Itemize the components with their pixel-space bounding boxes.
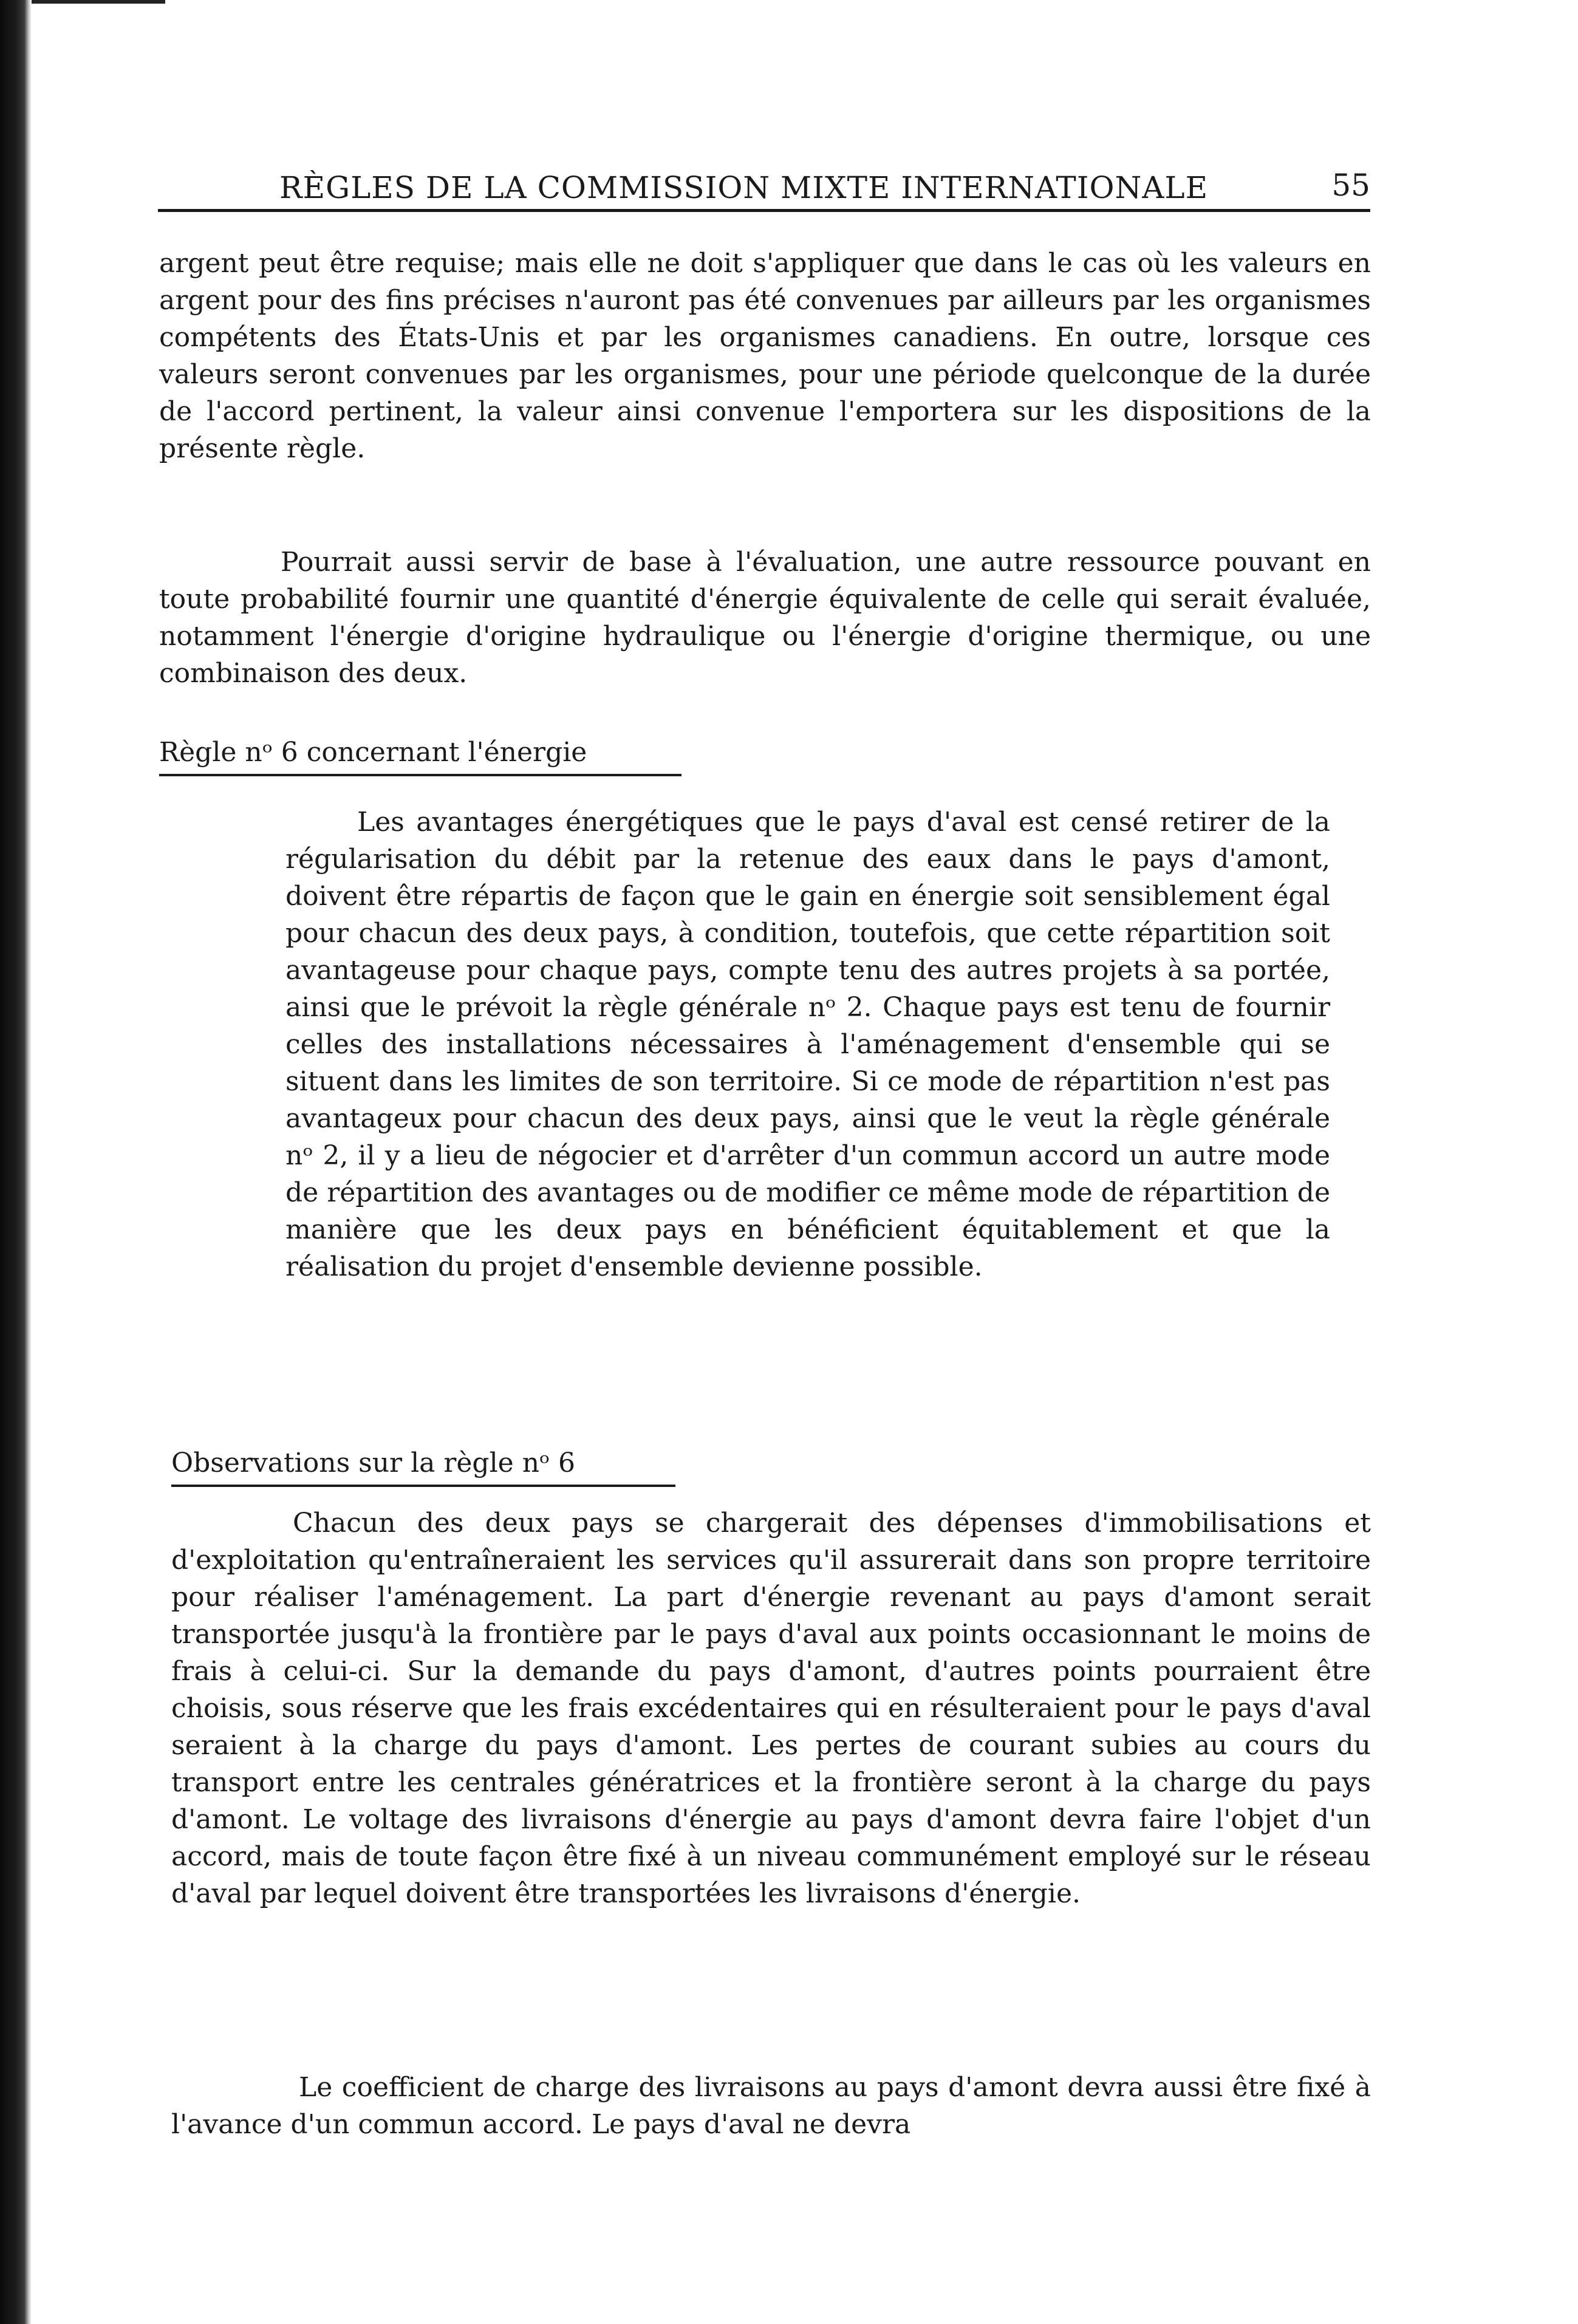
section-heading-rule-6: Règle nᵒ 6 concernant l'énergie (159, 735, 681, 776)
paragraph-continued: argent peut être requise; mais elle ne doit s'appliquer que dans le cas où les valeurs en argent pour des fins précises n'auront pas été convenues par ailleurs par les organismes compétents des États-Unis et par les organismes canadiens. En outre, lorsque ces valeurs seront convenues par les organismes, pour une période quelconque de la durée de l'accord pertinent, la valeur ainsi convenue l'emportera sur les dispositions de la présente règle. (159, 248, 1371, 464)
page-top-edge (32, 0, 165, 4)
section-heading-observations: Observations sur la règle nᵒ 6 (171, 1446, 675, 1487)
book-binding-edge (0, 0, 32, 2324)
rule-6-body: Les avantages énergétiques que le pays d'aval est censé retirer de la régularisation du débit par la retenue des eaux dans le pays d'amont, doivent être répartis de façon que le gain en énergie soit sensiblement égal pour chacun des deux pays, à condition, toutefois, que cette répartition soit avantageuse pour chaque pays, compte tenu des autres projets à sa portée, ainsi que le prévoit la règle générale nᵒ 2. Chaque pays est tenu de fournir celles des installations nécessaires à l'aménagement d'ensemble qui se situent dans les limites de son territoire. Si ce mode de répartition n'est pas avantageux pour chacun des deux pays, ainsi que le veut la règle générale nᵒ 2, il y a lieu de négocier et d'arrêter d'un commun accord un autre mode de répartition des avantages ou de modifier ce même mode de répartition de manière que les deux pays en bénéficient équitablement et que la réalisation du projet d'ensemble devienne possible. (285, 807, 1330, 1282)
running-header (158, 164, 1370, 212)
page-number: 55 (1331, 168, 1370, 203)
observations-paragraph-2: Le coefficient de charge des livraisons au pays d'amont devra aussi être fixé à l'avance d'un commun accord. Le pays d'aval ne devra (171, 2072, 1371, 2140)
header-title: RÈGLES DE LA COMMISSION MIXTE INTERNATIONALE (279, 170, 1209, 205)
observations-paragraph-1: Chacun des deux pays se chargerait des dépenses d'immobilisations et d'exploitation qu'entraîneraient les services qu'il assurerait dans son propre territoire pour réaliser l'aménagement. La part d'énergie revenant au pays d'amont serait transportée jusqu'à la frontière par le pays d'aval aux points occasionnant le moins de frais à celui-ci. Sur la demande du pays d'amont, d'autres points pourraient être choisis, sous réserve que les frais excédentaires qui en résulteraient pour le pays d'aval seraient à la charge du pays d'amont. Les pertes de courant subies au cours du transport entre les centrales génératrices et la frontière seront à la charge du pays d'amont. Le voltage des livraisons d'énergie au pays d'amont devra faire l'objet d'un accord, mais de toute façon être fixé à un niveau communément employé sur le réseau d'aval par lequel doivent être transportées les livraisons d'énergie. (171, 1508, 1371, 1909)
paragraph-evaluation: Pourrait aussi servir de base à l'évaluation, une autre ressource pouvant en toute probabilité fournir une quantité d'énergie équivalente de celle qui serait évaluée, notamment l'énergie d'origine hydraulique ou l'énergie d'origine thermique, ou une combinaison des deux. (159, 547, 1371, 689)
